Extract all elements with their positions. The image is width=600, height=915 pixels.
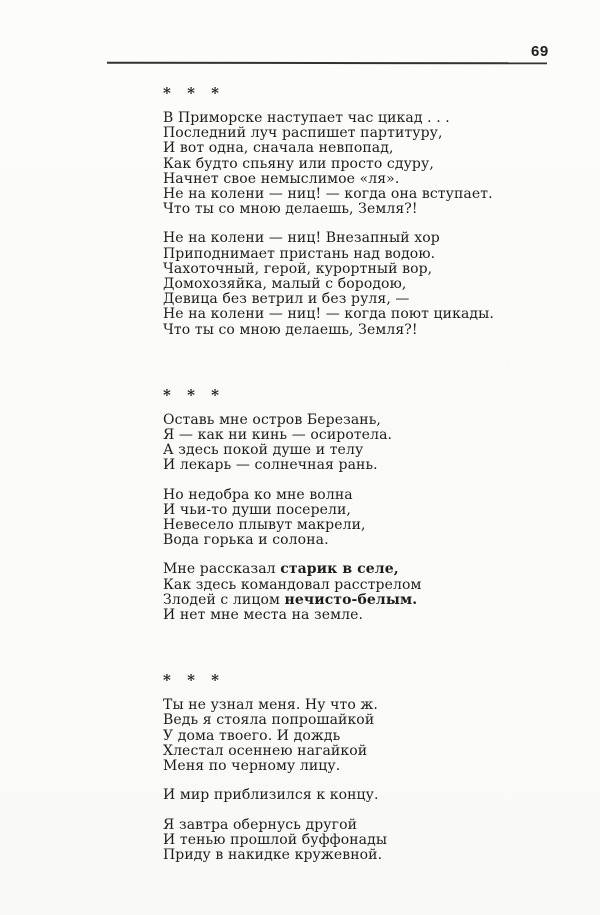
poem: [163, 385, 494, 624]
poem-line-text: И мир приблизился к концу.: [163, 787, 379, 804]
poem-line: [163, 172, 494, 187]
header-rule: [107, 62, 547, 64]
poem-line-text: Не на колени — ниц! Внезапный хор: [163, 230, 440, 247]
poem-line: [163, 323, 494, 338]
poem-line: [163, 231, 494, 246]
poem-line: [163, 759, 494, 774]
poem-line-text: И нет мне места на земле.: [163, 607, 364, 624]
poem-line-text: Я — как ни кинь — осиротела.: [163, 427, 393, 444]
poem-line: [163, 247, 494, 262]
poem-line: [163, 458, 494, 473]
poem-line: [163, 503, 494, 518]
poem-line-text: Невесело плывут макрели,: [163, 517, 366, 534]
poem-line: [163, 428, 494, 443]
poem-line: [163, 848, 494, 863]
poem-line-emphasis: нечисто-белым.: [284, 591, 418, 608]
poem-line-text: И чьи-то души посерели,: [163, 501, 351, 518]
poem-line-text: Что ты со мною делаешь, Земля?!: [163, 201, 418, 218]
poem-line: [163, 818, 494, 833]
poem-line: [163, 713, 494, 728]
poem-line-emphasis: старик в селе,: [280, 561, 399, 578]
poem-line: [163, 833, 494, 848]
poem-line: [163, 413, 494, 428]
poem-line: [163, 698, 494, 713]
poem-line-text: Начнет свое немыслимое «ля».: [163, 170, 400, 187]
poem-line-text: И лекарь — солнечная рань.: [163, 457, 378, 474]
poem-line-text: Ты не узнал меня. Ну что ж.: [163, 697, 378, 714]
poem-line: [163, 126, 494, 141]
poem-line: [163, 744, 494, 759]
poem-line: [163, 562, 494, 577]
poem-line: [163, 277, 494, 292]
poem: [163, 673, 494, 863]
stanza: [163, 111, 494, 217]
poem-line: [163, 729, 494, 744]
poem-line-text: Хлестал осеннею нагайкой: [163, 742, 368, 759]
poem-line: [163, 202, 494, 217]
stanza: [163, 231, 494, 337]
poem-line-text: И вот одна, сначала невпопад,: [163, 140, 394, 157]
poem-line-text: Домохозяйка, малый с бородою,: [163, 276, 407, 293]
poem-line: [163, 488, 494, 503]
poem-line: [163, 608, 494, 623]
poem-line: [163, 292, 494, 307]
poem-line-text: Не на колени — ниц! — когда поют цикады.: [163, 306, 494, 323]
poem-line: [163, 187, 494, 202]
poem-line-text: Приподнимает пристань над водою.: [163, 245, 436, 262]
stanza: [163, 413, 494, 474]
poem-separator: * * *: [163, 84, 220, 102]
poem-line-text: И тенью прошлой буффонады: [163, 831, 388, 848]
poem-line-text: Как здесь командовал расстрелом: [163, 576, 422, 593]
poem-line: [163, 788, 494, 803]
poem-line-text: В Приморске наступает час цикад . . .: [163, 110, 450, 126]
poem-line: [163, 262, 494, 277]
poem-line-text: Злодей с лицом: [163, 591, 285, 608]
poem-line-text: Что ты со мною делаешь, Земля?!: [163, 321, 418, 338]
poem-line-text: Не на колени — ниц! — когда она вступает.: [163, 186, 493, 203]
poem-separator: * * *: [163, 385, 220, 404]
poem-line-text: Вода горька и солона.: [163, 532, 329, 549]
poem-line-text: Ведь я стояла попрошайкой: [163, 712, 375, 729]
poem-line: [163, 518, 494, 533]
poem-line-text: Приду в накидке кружевной.: [163, 846, 383, 863]
poem-line: [163, 533, 494, 548]
poem-line-text: Девица без ветрил и без руля, —: [163, 291, 410, 308]
poem-line: [163, 111, 494, 126]
poem-line-text: Последний луч распишет партитуру,: [163, 125, 443, 142]
stanza: [163, 818, 494, 864]
poem-line: [163, 578, 494, 593]
poem-line-text: Но недобра ко мне волна: [163, 486, 353, 503]
poem-line: [163, 443, 494, 458]
poem-line-text: А здесь покой душе и телу: [163, 442, 364, 459]
poem-line-text: Мне рассказал: [163, 561, 281, 578]
poem-line: [163, 141, 494, 156]
poem-line: [163, 307, 494, 322]
poem-line-text: Как будто спьяну или просто сдуру,: [163, 155, 434, 172]
poem-line-text: Оставь мне остров Березань,: [163, 411, 381, 428]
stanza: [163, 488, 494, 549]
stanza: [163, 698, 494, 774]
poem-line-text: Я завтра обернусь другой: [163, 816, 358, 833]
poems: [163, 86, 494, 863]
poem-line: [163, 157, 494, 172]
poem-line-text: Чахоточный, герой, курортный вор,: [163, 260, 433, 277]
page-number: 69: [531, 43, 549, 60]
stanza: [163, 788, 494, 803]
poem-line: [163, 593, 494, 608]
poem-separator: * * *: [163, 671, 220, 690]
poem-line-text: У дома твоего. И дождь: [163, 727, 341, 744]
stanza: [163, 562, 494, 623]
poem-line-text: Меня по черному лицу.: [163, 758, 341, 775]
poem: [163, 86, 494, 338]
